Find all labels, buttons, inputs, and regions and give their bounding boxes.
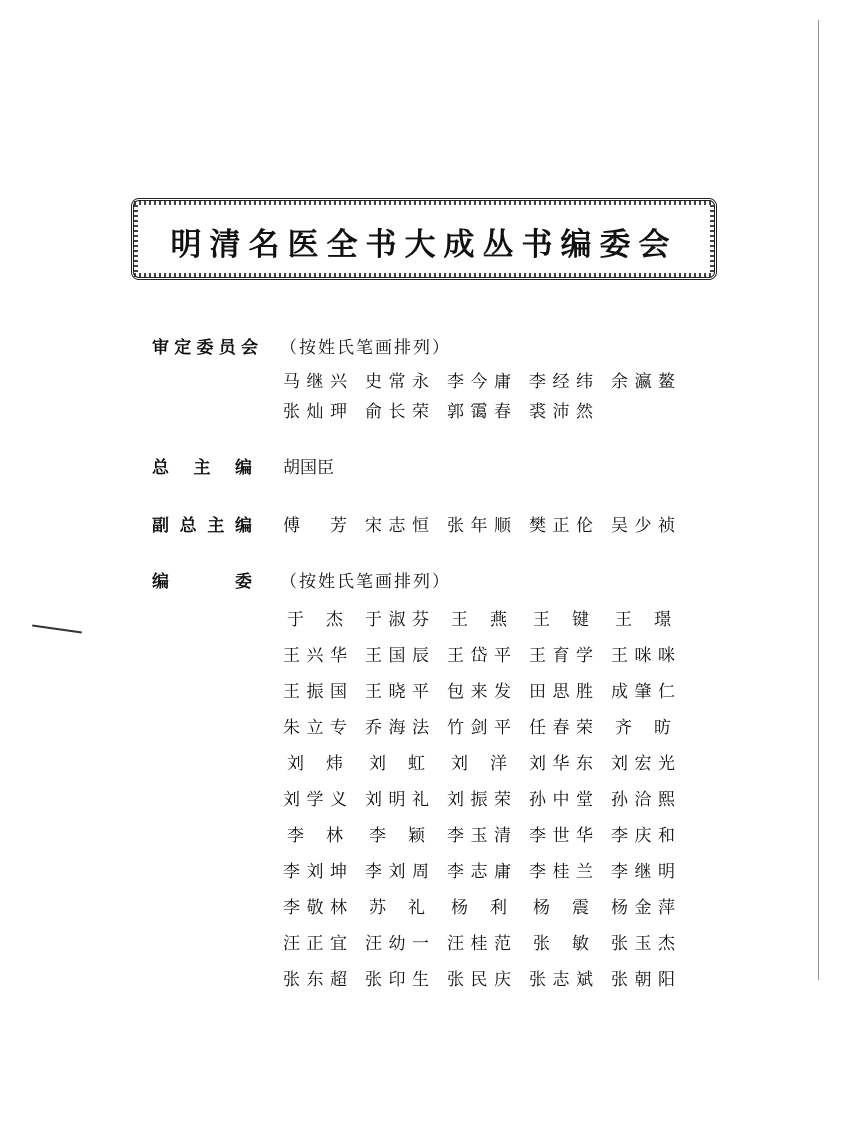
name-row xyxy=(283,857,693,882)
name: 郭霭春 xyxy=(447,402,511,422)
page-title: 明清名医全书大成丛书编委会 xyxy=(170,227,678,263)
name: 李刘周 xyxy=(365,862,429,882)
deputy-chief-editors-label: 副总主编 xyxy=(152,516,252,536)
name: 李庆和 xyxy=(611,826,675,846)
scan-edge-line xyxy=(818,20,819,980)
scan-mark xyxy=(32,625,82,634)
name: 李志庸 xyxy=(447,862,511,882)
name: 杨金萍 xyxy=(611,898,675,918)
name: 张灿玾 xyxy=(283,402,347,422)
name: 刘宏光 xyxy=(611,754,675,774)
name: 张东超 xyxy=(283,970,347,990)
name: 王键 xyxy=(533,610,589,630)
name: 于杰 xyxy=(287,610,343,630)
name: 杨震 xyxy=(533,898,589,918)
name: 孙中堂 xyxy=(529,790,593,810)
name: 刘华东 xyxy=(529,754,593,774)
name-row xyxy=(283,749,693,774)
name: 王育学 xyxy=(529,646,593,666)
name: 李敬林 xyxy=(283,898,347,918)
name: 刘明礼 xyxy=(365,790,429,810)
name: 马继兴 xyxy=(283,372,347,392)
name: 杨利 xyxy=(451,898,507,918)
name: 王国辰 xyxy=(365,646,429,666)
name: 宋志恒 xyxy=(365,516,429,536)
name: 傅芳 xyxy=(283,516,347,536)
name: 刘炜 xyxy=(287,754,343,774)
name: 李继明 xyxy=(611,862,675,882)
name-row xyxy=(283,605,693,630)
name: 刘洋 xyxy=(451,754,507,774)
name-row xyxy=(283,893,693,918)
name: 朱立专 xyxy=(283,718,347,738)
name: 包来发 xyxy=(447,682,511,702)
name-row xyxy=(283,785,693,810)
name: 樊正伦 xyxy=(529,516,593,536)
name: 李世华 xyxy=(529,826,593,846)
name: 张敏 xyxy=(533,934,589,954)
name: 王晓平 xyxy=(365,682,429,702)
name: 刘学义 xyxy=(283,790,347,810)
name: 史常永 xyxy=(365,372,429,392)
name: 李玉清 xyxy=(447,826,511,846)
name: 张志斌 xyxy=(529,970,593,990)
name: 汪幼一 xyxy=(365,934,429,954)
name: 王兴华 xyxy=(283,646,347,666)
name: 王璟 xyxy=(615,610,671,630)
name: 张民庆 xyxy=(447,970,511,990)
name: 汪桂范 xyxy=(447,934,511,954)
editorial-board-note: （按姓氏笔画排列） xyxy=(280,572,451,592)
review-committee-label: 审定委员会 xyxy=(152,338,258,358)
name: 余瀛鳌 xyxy=(611,372,675,392)
name: 李林 xyxy=(287,826,343,846)
review-committee-note: （按姓氏笔画排列） xyxy=(280,338,451,358)
name: 于淑芬 xyxy=(365,610,429,630)
chief-editor-label: 总主编 xyxy=(152,458,252,478)
deputy-chief-editors-names xyxy=(283,511,693,536)
name: 苏礼 xyxy=(369,898,425,918)
name: 王振国 xyxy=(283,682,347,702)
name: 刘虹 xyxy=(369,754,425,774)
name: 张印生 xyxy=(365,970,429,990)
name-row xyxy=(283,397,611,422)
name: 李桂兰 xyxy=(529,862,593,882)
name: 裘沛然 xyxy=(529,402,593,422)
name: 汪正宜 xyxy=(283,934,347,954)
name: 李今庸 xyxy=(447,372,511,392)
name: 张年顺 xyxy=(447,516,511,536)
name: 王燕 xyxy=(451,610,507,630)
name: 孙洽熙 xyxy=(611,790,675,810)
chief-editor-names xyxy=(283,453,365,478)
name: 李经纬 xyxy=(529,372,593,392)
name-row xyxy=(283,929,693,954)
name: 张玉杰 xyxy=(611,934,675,954)
name: 乔海法 xyxy=(365,718,429,738)
name: 俞长荣 xyxy=(365,402,429,422)
name-row xyxy=(283,713,693,738)
name-row xyxy=(283,677,693,702)
name: 任春荣 xyxy=(529,718,593,738)
name-row xyxy=(283,641,693,666)
name: 吴少祯 xyxy=(611,516,675,536)
name: 成肇仁 xyxy=(611,682,675,702)
name: 王咪咪 xyxy=(611,646,675,666)
name-row xyxy=(283,367,693,392)
name: 李刘坤 xyxy=(283,862,347,882)
name: 胡国臣 xyxy=(283,458,334,478)
name-row xyxy=(283,821,693,846)
name: 王岱平 xyxy=(447,646,511,666)
name: 田思胜 xyxy=(529,682,593,702)
name: 刘振荣 xyxy=(447,790,511,810)
title-banner xyxy=(131,198,717,280)
name: 竹剑平 xyxy=(447,718,511,738)
name: 李颖 xyxy=(369,826,425,846)
name-row xyxy=(283,965,693,990)
name: 齐昉 xyxy=(615,718,671,738)
editorial-board-label: 编委 xyxy=(152,572,252,592)
name: 张朝阳 xyxy=(611,970,675,990)
